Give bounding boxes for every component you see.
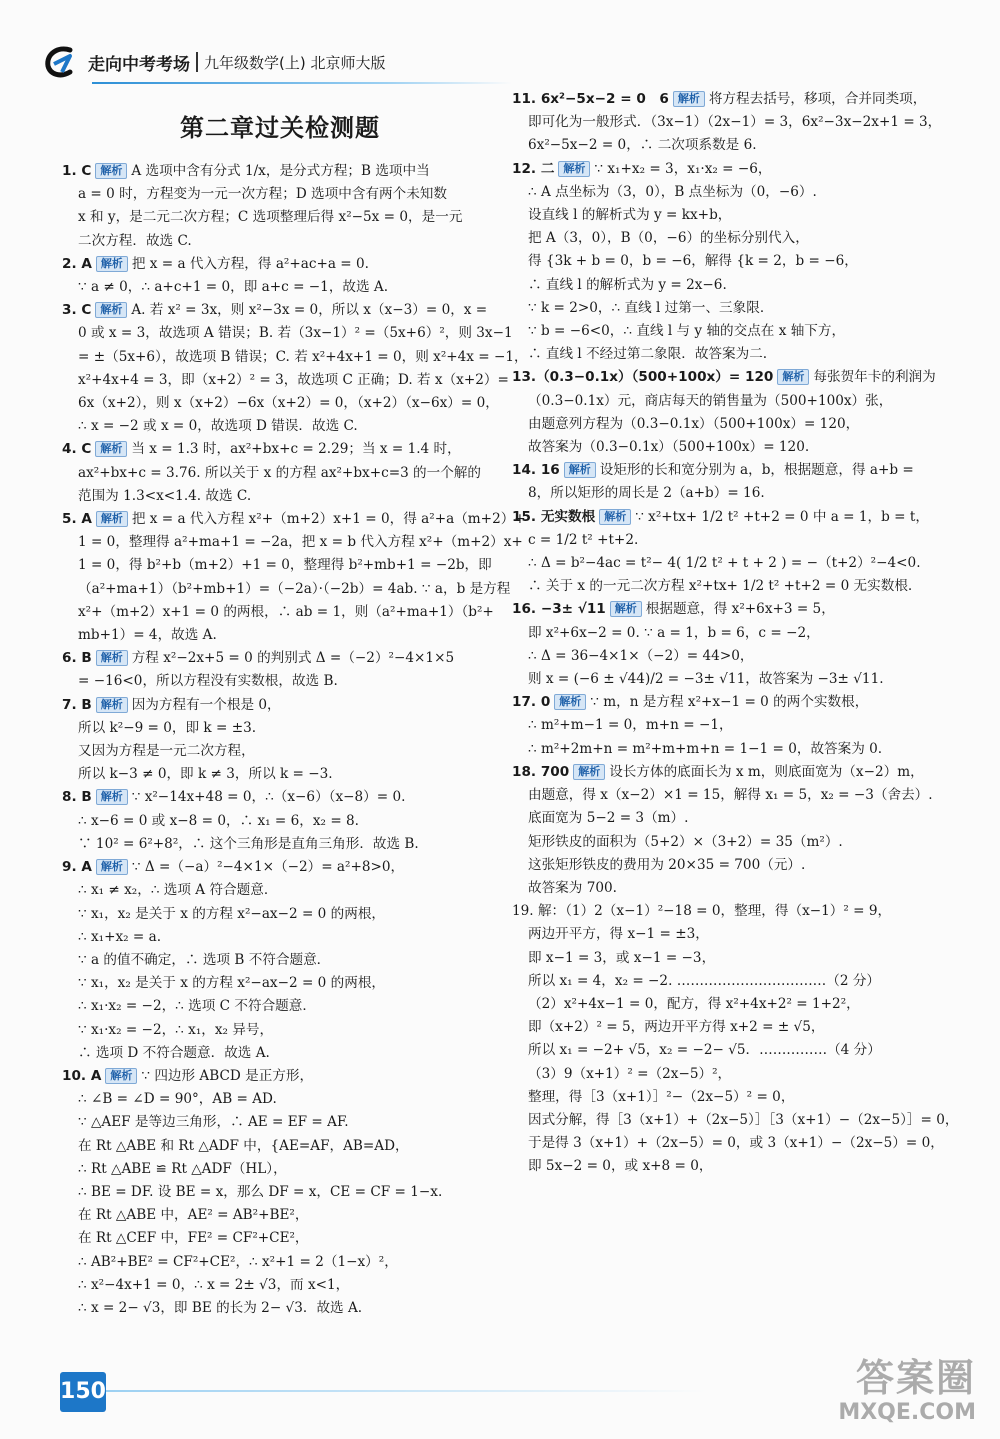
answer-line: 矩形铁皮的面积为（5+2）×（3+2）= 35（m²）. (528, 833, 843, 850)
analysis-text: 设矩形的长和宽分别为 a，b，根据题意，得 a+b = (599, 462, 914, 479)
answer-key: 9. A (62, 859, 92, 876)
answer-line: 1 = 0，得 b²+b（m+2）+1 = 0，整理得 b²+mb+1 = −2b，即 (78, 557, 492, 574)
answer-line: ∵ b = −6<0，∴ 直线 l 与 y 轴的交点在 x 轴下方， (528, 323, 846, 340)
answer-line (512, 158, 948, 181)
analysis-text: 每张贺年卡的利润为 (813, 369, 936, 386)
header-divider (196, 52, 198, 72)
answer-line: 19. 解：（1）2（x−1）²−18 = 0，整理，得（x−1）² = 9， (512, 903, 892, 920)
analysis-text: ∵ x²−14x+48 = 0，∴（x−6）（x−8）= 0. (131, 789, 406, 806)
answer-line (62, 508, 526, 531)
answer-line (512, 761, 948, 784)
answer-line: 即 x−1 = 3，或 x−1 = −3， (528, 949, 716, 966)
answer-key: 10. A (62, 1067, 102, 1084)
left-column (62, 160, 528, 1320)
analysis-text: A. 若 x² = 3x，则 x²−3x = 0，所以 x（x−3）= 0，x = (131, 302, 488, 319)
answer-key: 8. B (62, 789, 92, 806)
answer-line: 8，所以矩形的周长是 2（a+b）= 16. (528, 485, 765, 502)
answer-key: 15. 无实数根 (512, 508, 596, 525)
answer-line: ∴ Δ = b²−4ac = t²− 4( 1/2 t² + t + 2 ) = −（t+2）²−4<0. (528, 555, 921, 572)
answer-item (62, 786, 490, 856)
book-title: 九年级数学(上) 北京师大版 (204, 53, 386, 72)
answer-line: ∴ m²+m−1 = 0，m+n = −1， (528, 717, 733, 734)
analysis-text: ∵ 四边形 ABCD 是正方形， (141, 1067, 314, 1084)
answer-line: 由题意列方程为（0.3−0.1x）（500+100x）= 120， (528, 415, 860, 432)
answer-line: （3）9（x+1）² =（2x−5）²， (528, 1065, 732, 1082)
answer-key: 12. 二 (512, 160, 555, 177)
analysis-text: 方程 x²−2x+5 = 0 的判别式 Δ =（−2）²−4×1×5 (131, 650, 455, 667)
analysis-tag: 解析 (105, 1068, 137, 1084)
analysis-text: 设长方体的底面长为 x m，则底面宽为（x−2）m， (609, 763, 924, 780)
answer-line (512, 506, 948, 529)
answer-line: 则 x = (−6 ± √44)/2 = −3± √11，故答案为 −3± √11. (528, 671, 884, 688)
answer-line: 即 x²+6x−2 = 0. ∵ a = 1，b = 6，c = −2， (528, 624, 820, 641)
answer-line (62, 160, 490, 183)
answer-line: ∴ x−6 = 0 或 x−8 = 0，∴ x₁ = 6，x₂ = 8. (78, 812, 359, 829)
answer-key: 11. 6x²−5x−2 = 0 6 (512, 91, 669, 107)
answer-line: （2）x²+4x−1 = 0，配方，得 x²+4x+2² = 1+2²， (528, 995, 860, 1012)
analysis-text: 把 x = a 代入方程，得 a²+ac+a = 0. (131, 255, 369, 272)
answer-line: ∵ △AEF 是等边三角形，∴ AE = EF = AF. (78, 1114, 349, 1131)
answer-item (62, 1065, 490, 1320)
analysis-tag: 解析 (573, 764, 605, 780)
analysis-tag: 解析 (96, 511, 128, 527)
answer-item (62, 508, 526, 647)
analysis-text: 因为方程有一个根是 0， (131, 696, 281, 713)
answer-item (62, 694, 490, 787)
answer-line: 范围为 1.3<x<1.4. 故选 C. (78, 487, 252, 504)
answer-line: mb+1）= 4，故选 A. (78, 627, 217, 644)
answer-line (62, 856, 490, 879)
answer-line: x²+4x+4 = 3，即（x+2）² = 3，故选项 C 正确；D. 若 x（x+2）= (78, 371, 509, 388)
answer-line: 因式分解，得［3（x+1）+（2x−5）］［3（x+1）−（2x−5）］= 0， (528, 1111, 959, 1128)
answer-line (62, 438, 490, 461)
answer-line: ∴ x = −2 或 x = 0，故选项 D 错误．故选 C. (78, 418, 358, 435)
answer-item (62, 856, 490, 1065)
answer-line: 故答案为（0.3−0.1x）（500+100x）= 120. (528, 439, 810, 456)
answer-line: x²+（m+2）x+1 = 0 的两根，∴ ab = 1，则（a²+ma+1）（b²+ (78, 603, 494, 620)
right-column (512, 88, 959, 1179)
analysis-text: 将方程去括号，移项，合并同类项， (708, 91, 927, 107)
answer-line: 0 或 x = 3，故选项 A 错误；B. 若（3x−1）² =（5x+6）²，则 3x−1 (78, 325, 513, 342)
answer-line (62, 647, 490, 670)
answer-line: ∵ k = 2>0，∴ 直线 l 过第一、三象限． (528, 299, 774, 316)
watermark-text: 答案圈 (855, 1356, 976, 1400)
answer-item (512, 158, 948, 367)
brand-name: 走向中考考场 (88, 54, 190, 75)
answer-line (512, 691, 948, 714)
answer-item (62, 253, 490, 299)
answer-key: 17. 0 (512, 694, 551, 711)
watermark-url: MXQE.COM (838, 1400, 976, 1425)
answer-line: 两边开平方，得 x−1 = ±3， (528, 926, 709, 943)
answer-line: c = 1/2 t² +t+2. (528, 531, 639, 548)
analysis-tag: 解析 (95, 302, 127, 318)
analysis-tag: 解析 (554, 694, 586, 710)
answer-line: 在 Rt △ABE 和 Rt △ADF 中，{AE=AF，AB=AD， (78, 1137, 409, 1154)
analysis-text: A 选项中含有分式 1/x，是分式方程；B 选项中当 (131, 163, 430, 179)
answer-line: 把 A（3，0），B（0，−6）的坐标分别代入， (528, 230, 809, 247)
answer-line: 所以 k−3 ≠ 0，即 k ≠ 3，所以 k = −3. (78, 766, 333, 783)
answer-line (62, 786, 490, 809)
answer-line (512, 366, 948, 389)
answer-line: = ±（5x+6），故选项 B 错误；C. 若 x²+4x+1 = 0，则 x²+4x = −1， (78, 348, 528, 365)
answer-line: 6x²−5x−2 = 0，∴ 二次项系数是 6. (528, 137, 757, 154)
answer-line: 故答案为 700. (528, 879, 617, 896)
page-header (40, 40, 540, 84)
answer-line: 所以 k²−9 = 0，即 k = ±3. (78, 719, 257, 736)
answer-line (62, 299, 490, 322)
answer-line: = −16<0，所以方程没有实数根，故选 B. (78, 673, 338, 690)
answer-line: ∴ x²−4x+1 = 0，∴ x = 2± √3，而 x<1， (78, 1276, 350, 1293)
answer-item (512, 88, 948, 158)
answer-item (62, 438, 490, 508)
answer-line (62, 1065, 490, 1088)
page-title: 第二章过关检测题 (180, 114, 380, 142)
answer-key: 6. B (62, 650, 92, 667)
analysis-tag: 解析 (564, 462, 596, 478)
answer-line: 于是得 3（x+1）+（2x−5）= 0，或 3（x+1）−（2x−5）= 0， (528, 1135, 944, 1152)
answer-line: a = 0 时，方程变为一元一次方程；D 选项中含有两个未知数 (78, 186, 447, 203)
answer-item (512, 506, 948, 599)
answer-line: 所以 x₁ = 4，x₂ = −2. ……………………………（2 分） (528, 972, 881, 989)
answer-item (512, 761, 948, 900)
answer-line: 所以 x₁ = −2+ √5，x₂ = −2− √5．……………（4 分） (528, 1042, 881, 1059)
answer-line: ∴ 选项 D 不符合题意．故选 A. (78, 1044, 270, 1061)
answer-line: ∴ ∠B = ∠D = 90°，AB = AD. (78, 1091, 277, 1108)
answer-line: 由题意，得 x（x−2）×1 = 15，解得 x₁ = 5，x₂ = −3（舍去）. (528, 787, 933, 804)
answer-item (62, 299, 528, 438)
answer-item (512, 459, 948, 505)
answer-line (62, 253, 490, 276)
answer-line: ∴ A 点坐标为（3，0），B 点坐标为（0，−6）. (528, 183, 817, 200)
answer-line: 底面宽为 5−2 = 3（m）. (528, 810, 689, 827)
answer-item (512, 366, 948, 459)
answer-line: 二次方程．故选 C. (78, 232, 192, 249)
analysis-tag: 解析 (96, 697, 128, 713)
analysis-text: 把 x = a 代入方程 x²+（m+2）x+1 = 0，得 a²+a（m+2）+ (131, 511, 526, 528)
analysis-text: ∵ x²+tx+ 1/2 t² +t+2 = 0 中 a = 1，b = t， (635, 508, 929, 525)
answer-line: 得 {3k + b = 0，b = −6，解得 {k = 2，b = −6， (528, 253, 858, 270)
answer-line: 即 5x−2 = 0，或 x+8 = 0， (528, 1158, 713, 1175)
answer-key: 13.（0.3−0.1x）（500+100x）= 120 (512, 369, 774, 386)
answer-line: （0.3−0.1x）元，商店每天的销售量为（500+100x）张， (528, 392, 893, 409)
analysis-tag: 解析 (96, 859, 128, 875)
analysis-tag: 解析 (96, 256, 128, 272)
analysis-tag: 解析 (610, 601, 642, 617)
answer-line: 设直线 l 的解析式为 y = kx+b， (528, 207, 732, 224)
analysis-tag: 解析 (777, 369, 809, 385)
answer-item (512, 598, 948, 691)
brand-logo-icon (40, 42, 84, 82)
answer-line: ∵ a 的值不确定，∴ 选项 B 不符合题意． (78, 951, 331, 968)
answer-line: 在 Rt △CEF 中，FE² = CF²+CE²， (78, 1230, 309, 1247)
watermark-logo (776, 1356, 976, 1436)
page-number: 150 (60, 1372, 106, 1412)
analysis-tag: 解析 (96, 650, 128, 666)
analysis-tag: 解析 (558, 161, 590, 177)
answer-item (62, 160, 490, 253)
answer-line: ∵ x₁，x₂ 是关于 x 的方程 x²−ax−2 = 0 的两根， (78, 905, 386, 922)
analysis-tag: 解析 (599, 509, 631, 525)
analysis-tag: 解析 (95, 441, 127, 457)
answer-line (512, 598, 948, 621)
answer-key: 2. A (62, 255, 92, 272)
answer-line: 在 Rt △ABE 中，AE² = AB²+BE²， (78, 1207, 309, 1224)
answer-line: 即（x+2）² = 5，两边开平方得 x+2 = ± √5， (528, 1019, 825, 1036)
answer-line: 又因为方程是一元二次方程， (78, 743, 255, 760)
answer-item (512, 691, 948, 761)
answer-line: ∴ 关于 x 的一元二次方程 x²+tx+ 1/2 t² +t+2 = 0 无实数根. (528, 578, 913, 595)
answer-item (62, 647, 490, 693)
answer-line: 6x（x+2），则 x（x+2）−6x（x+2）= 0，（x+2）（x−6x）= 0， (78, 395, 499, 412)
answer-key: 18. 700 (512, 763, 570, 780)
answer-line: 整理，得［3（x+1）］²−（2x−5）² = 0， (528, 1088, 795, 1105)
answer-line: （a²+ma+1）（b²+mb+1）=（−2a）·（−2b）= 4ab. ∵ a，b 是方程 (78, 580, 511, 597)
answer-line: ∵ a ≠ 0，∴ a+c+1 = 0，即 a+c = −1，故选 A. (78, 279, 389, 296)
answer-line: 即可化为一般形式．（3x−1）（2x−1）= 3，6x²−3x−2x+1 = 3， (528, 114, 942, 131)
answer-item (512, 900, 959, 1178)
analysis-text: 根据题意，得 x²+6x+3 = 5， (645, 601, 835, 618)
answer-line (512, 88, 948, 111)
answer-line: ∴ x₁+x₂ = a. (78, 928, 162, 945)
answer-line: x 和 y，是二元二次方程；C 选项整理后得 x²−5x = 0，是一元 (78, 209, 463, 226)
answer-line: ∴ Δ = 36−4×1×（−2）= 44>0， (528, 647, 754, 664)
analysis-text: ∵ x₁+x₂ = 3，x₁·x₂ = −6， (594, 160, 772, 177)
answer-line: ∵ 10² = 6²+8²，∴ 这个三角形是直角三角形．故选 B. (78, 835, 419, 852)
answer-line: ∴ x₁·x₂ = −2，∴ 选项 C 不符合题意． (78, 998, 316, 1015)
answer-line: ax²+bx+c = 3.76. 所以关于 x 的方程 ax²+bx+c=3 的一个解的 (78, 464, 482, 481)
answer-line (62, 694, 490, 717)
answer-key: 5. A (62, 511, 92, 528)
answer-key: 14. 16 (512, 462, 560, 479)
answer-line: ∴ x = 2− √3，即 BE 的长为 2− √3．故选 A. (78, 1299, 363, 1316)
analysis-tag: 解析 (96, 789, 128, 805)
analysis-text: ∵ m，n 是方程 x²+x−1 = 0 的两个实数根， (590, 694, 869, 711)
answer-line: ∴ AB²+BE² = CF²+CE²，∴ x²+1 = 2（1−x）²， (78, 1253, 398, 1270)
analysis-tag: 解析 (95, 163, 127, 179)
analysis-text: 当 x = 1.3 时，ax²+bx+c = 2.29；当 x = 1.4 时， (131, 441, 461, 458)
answer-line: ∴ BE = DF. 设 BE = x，那么 DF = x，CE = CF = 1−x. (78, 1183, 443, 1200)
answer-line: ∴ m²+2m+n = m²+m+m+n = 1−1 = 0，故答案为 0. (528, 740, 883, 757)
answer-line: ∴ x₁ ≠ x₂，∴ 选项 A 符合题意． (78, 882, 278, 899)
analysis-text: ∵ Δ =（−a）²−4×1×（−2）= a²+8>0， (131, 859, 405, 876)
analysis-tag: 解析 (673, 91, 705, 107)
answer-key: 16. −3± √11 (512, 601, 606, 618)
footer-rule (106, 1390, 706, 1392)
answer-line: ∴ Rt △ABE ≌ Rt △ADF（HL）， (78, 1160, 287, 1177)
answer-key: 4. C (62, 441, 92, 458)
answer-line: 1 = 0，整理得 a²+ma+1 = −2a，把 x = b 代入方程 x²+（m+2）x+ (78, 534, 523, 551)
answer-line: ∴ 直线 l 不经过第二象限．故答案为二. (528, 346, 768, 363)
header-rule (92, 82, 512, 84)
answer-key: 7. B (62, 696, 92, 713)
answer-key: 3. C (62, 302, 92, 319)
answer-line (512, 459, 948, 482)
answer-line: ∵ x₁·x₂ = −2，∴ x₁，x₂ 异号， (78, 1021, 274, 1038)
answer-line: 这张矩形铁皮的费用为 20×35 = 700（元）. (528, 856, 806, 873)
answer-line: ∵ x₁，x₂ 是关于 x 的方程 x²−ax−2 = 0 的两根， (78, 975, 386, 992)
answer-key: 1. C (62, 163, 92, 179)
answer-line: ∴ 直线 l 的解析式为 y = 2x−6. (528, 276, 727, 293)
